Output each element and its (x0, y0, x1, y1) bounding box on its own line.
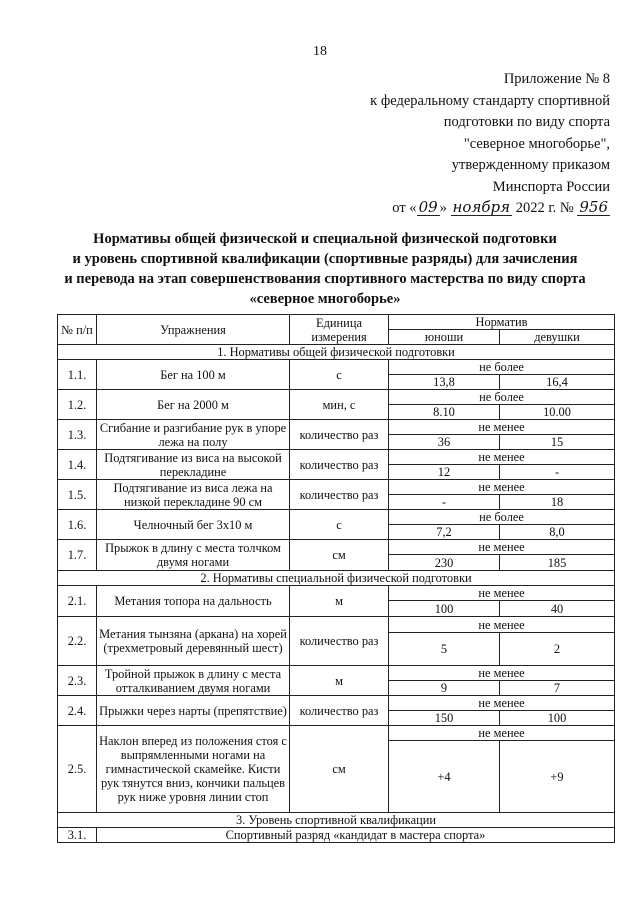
row-unit: с (290, 360, 389, 390)
table-row (58, 510, 615, 525)
row-unit: количество раз (290, 450, 389, 480)
value-boys: +4 (389, 741, 500, 813)
row-num: 1.4. (58, 450, 97, 480)
row-num: 2.2. (58, 617, 97, 666)
section-title: 1. Нормативы общей физической подготовки (58, 345, 615, 360)
table-row (58, 666, 615, 681)
title-line: Нормативы общей физической и специальной физической подготовки (93, 231, 557, 247)
value-boys: 7,2 (389, 525, 500, 540)
value-girls: 8,0 (500, 525, 615, 540)
table-row (58, 617, 615, 633)
row-num: 1.1. (58, 360, 97, 390)
row-unit: м (290, 586, 389, 617)
row-exercise: Подтягивание из виса на высокой перекладине (97, 450, 290, 480)
value-girls: 185 (500, 555, 615, 571)
table-row (58, 480, 615, 495)
table-row (58, 726, 615, 741)
header-girls: девушки (500, 330, 615, 345)
appendix-block (320, 69, 610, 220)
row-unit: количество раз (290, 617, 389, 666)
row-condition: не более (389, 360, 615, 375)
value-boys: - (389, 495, 500, 510)
table-row (58, 540, 615, 555)
row-exercise: Подтягивание из виса лежа на низкой перекладине 90 см (97, 480, 290, 510)
row-unit: количество раз (290, 696, 389, 726)
header-exercise: Упражнения (97, 315, 290, 345)
row-condition: не менее (389, 450, 615, 465)
table-row (58, 586, 615, 601)
row-condition: не менее (389, 540, 615, 555)
header-boys: юноши (389, 330, 500, 345)
table-row (58, 360, 615, 375)
row-num: 1.7. (58, 540, 97, 571)
row-condition: не менее (389, 480, 615, 495)
row-exercise: Челночный бег 3x10 м (97, 510, 290, 540)
value-boys: 12 (389, 465, 500, 480)
value-girls: 7 (500, 681, 615, 696)
table-row (58, 420, 615, 435)
row-unit: количество раз (290, 420, 389, 450)
title-line: и перевода на этап совершенствования спортивного мастерства по виду спорта (64, 271, 586, 287)
appendix-line: утвержденному приказом (451, 157, 610, 173)
appendix-line: Приложение № 8 (503, 71, 610, 87)
value-boys: 8.10 (389, 405, 500, 420)
row-num: 2.4. (58, 696, 97, 726)
header-num: № п/п (58, 315, 97, 345)
row-unit: с (290, 510, 389, 540)
value-girls: 10.00 (500, 405, 615, 420)
row-unit: см (290, 726, 389, 813)
value-boys: 9 (389, 681, 500, 696)
date-month-handwritten: ноября (452, 198, 511, 216)
value-girls: 100 (500, 711, 615, 726)
row-condition: не более (389, 510, 615, 525)
order-number-handwritten: 956 (579, 198, 608, 216)
value-boys: 230 (389, 555, 500, 571)
row-exercise: Метания топора на дальность (97, 586, 290, 617)
table-row (58, 828, 615, 843)
row-exercise: Наклон вперед из положения стоя с выпрямленными ногами на гимнастической скамейке. Кисти рук тянутся вниз, кончики пальцев рук ниже уровня линии стоп (97, 726, 290, 813)
appendix-line: к федеральному стандарту спортивной (370, 92, 610, 109)
section-title: 3. Уровень спортивной квалификации (58, 813, 615, 828)
title-line: «северное многоборье» (249, 291, 401, 307)
row-num: 1.2. (58, 390, 97, 420)
row-num: 3.1. (58, 828, 97, 843)
row-condition: не менее (389, 586, 615, 601)
section-row (58, 345, 615, 360)
row-unit: см (290, 540, 389, 571)
table-row (58, 390, 615, 405)
row-num: 1.3. (58, 420, 97, 450)
row-condition: не менее (389, 420, 615, 435)
section-title: 2. Нормативы специальной физической подготовки (58, 571, 615, 586)
value-boys: 150 (389, 711, 500, 726)
page-number: 18 (313, 44, 327, 59)
value-girls: 15 (500, 435, 615, 450)
row-unit: мин, с (290, 390, 389, 420)
row-span-text: Спортивный разряд «кандидат в мастера спорта» (97, 828, 615, 843)
row-unit: количество раз (290, 480, 389, 510)
standards-table (57, 314, 615, 843)
value-girls: 40 (500, 601, 615, 617)
row-unit: м (290, 666, 389, 696)
section-row (58, 813, 615, 828)
row-num: 1.6. (58, 510, 97, 540)
row-num: 2.5. (58, 726, 97, 813)
date-day-handwritten: 09 (418, 198, 438, 216)
title-line: и уровень спортивной квалификации (спортивные разряды) для зачисления (72, 251, 578, 267)
row-condition: не более (389, 390, 615, 405)
row-exercise: Прыжки через нарты (препятствие) (97, 696, 290, 726)
row-exercise: Сгибание и разгибание рук в упоре лежа на полу (97, 420, 290, 450)
header-norm: Норматив (389, 315, 615, 330)
row-num: 1.5. (58, 480, 97, 510)
appendix-line: "северное многоборье", (463, 135, 610, 152)
row-condition: не менее (389, 696, 615, 711)
appendix-line: Минспорта России (492, 178, 610, 195)
header-unit: Единица измерения (290, 315, 389, 345)
row-exercise: Метания тынзяна (аркана) на хорей (трехметровый деревянный шест) (97, 617, 290, 666)
document-title (40, 229, 610, 309)
appendix-line: подготовки по виду спорта (443, 114, 610, 130)
value-girls: 18 (500, 495, 615, 510)
row-condition: не менее (389, 666, 615, 681)
value-girls: - (500, 465, 615, 480)
table-row (58, 450, 615, 465)
value-boys: 13,8 (389, 375, 500, 390)
date-year: 2022 г. № (515, 200, 574, 216)
value-boys: 36 (389, 435, 500, 450)
row-exercise: Бег на 2000 м (97, 390, 290, 420)
value-girls: 2 (500, 633, 615, 666)
date-prefix: от « (392, 200, 417, 216)
value-girls: 16,4 (500, 375, 615, 390)
section-row (58, 571, 615, 586)
row-num: 2.1. (58, 586, 97, 617)
row-exercise: Тройной прыжок в длину с места отталкиванием двумя ногами (97, 666, 290, 696)
value-girls: +9 (500, 741, 615, 813)
table-row (58, 696, 615, 711)
value-boys: 100 (389, 601, 500, 617)
date-mid: » (439, 200, 447, 216)
row-condition: не менее (389, 726, 615, 741)
row-exercise: Прыжок в длину с места толчком двумя ногами (97, 540, 290, 571)
order-date-line (320, 198, 610, 220)
row-exercise: Бег на 100 м (97, 360, 290, 390)
value-boys: 5 (389, 633, 500, 666)
row-condition: не менее (389, 617, 615, 633)
row-num: 2.3. (58, 666, 97, 696)
